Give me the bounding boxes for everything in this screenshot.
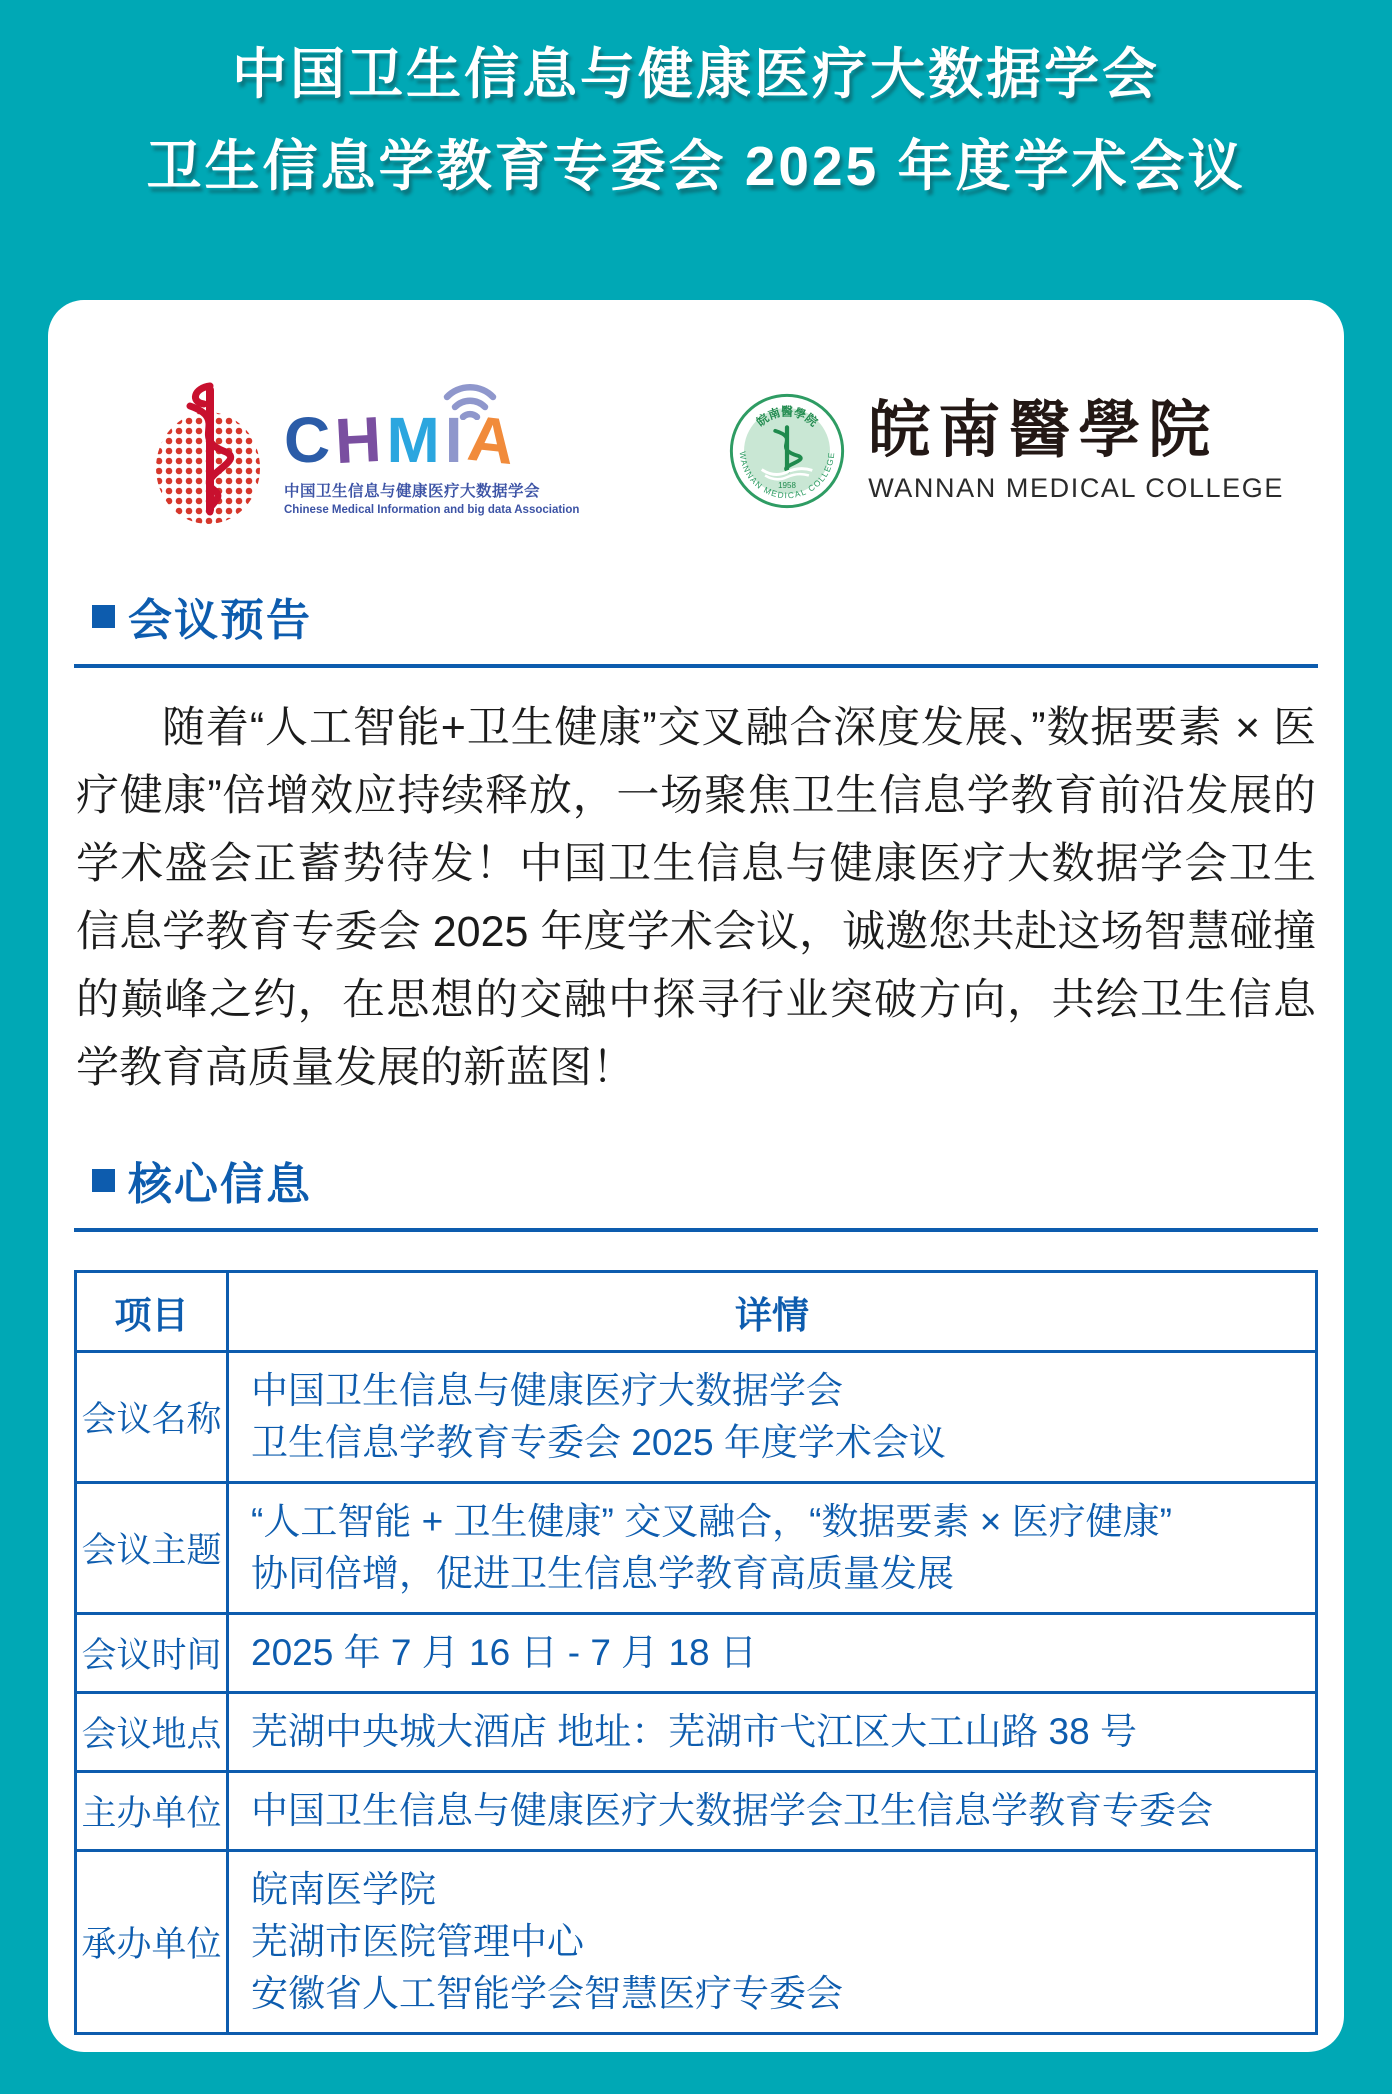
- table-row-label: 主办单位: [76, 1772, 228, 1851]
- table-row-value: 皖南医学院 芜湖市医院管理中心 安徽省人工智能学会智慧医疗专委会: [228, 1851, 1317, 2034]
- section-core-title: 核心信息: [128, 1160, 312, 1209]
- table-row: [76, 1772, 1317, 1851]
- section-preview: [74, 584, 1318, 1102]
- wannan-seal-bottom-text: WANNAN MEDICAL COLLEGE: [737, 450, 837, 501]
- section-bullet-icon: [92, 605, 115, 628]
- table-header-detail: 详情: [228, 1272, 1317, 1352]
- wannan-seal-top-text: 皖南醫學院: [754, 405, 820, 430]
- table-row-label: 承办单位: [76, 1851, 228, 2034]
- table-row-value: 中国卫生信息与健康医疗大数据学会卫生信息学教育专委会: [228, 1772, 1317, 1851]
- chmia-letter: H: [333, 402, 386, 478]
- table-header-item: 项目: [76, 1272, 228, 1352]
- section-core-header: [74, 1148, 1318, 1212]
- wannan-name-block: [868, 396, 1284, 504]
- table-row-value: 2025 年 7 月 16 日 - 7 月 18 日: [228, 1614, 1317, 1693]
- wannan-english-name: WANNAN MEDICAL COLLEGE: [868, 472, 1284, 503]
- table-row: [76, 1851, 1317, 2034]
- chmia-english-name: Chinese Medical Information and big data Association: [284, 504, 580, 516]
- chmia-letter: C: [284, 404, 333, 476]
- section-preview-title: 会议预告: [128, 596, 312, 645]
- chmia-chinese-name: 中国卫生信息与健康医疗大数据学会: [284, 483, 541, 500]
- section-divider: [74, 1228, 1318, 1232]
- wannan-logo: [728, 392, 1284, 510]
- section-core-info: [74, 1148, 1318, 2035]
- content-card: [48, 300, 1344, 2052]
- preview-paragraph: 随着“人工智能+卫生健康”交叉融合深度发展、”数据要素 × 医疗健康”倍增效应持续释放，一场聚焦卫生信息学教育前沿发展的学术盛会正蓄势待发！中国卫生信息与健康医疗大数据学会卫生信息学教育专委会 2025 年度学术会议，诚邀您共赴这场智慧碰撞的巅峰之约，在思想的交融中探寻行业突破方向，共绘卫生信息学教育高质量发展的新蓝图！: [76, 704, 1316, 1092]
- table-row-value: “人工智能 + 卫生健康” 交叉融合，“数据要素 × 医疗健康” 协同倍增，促进卫生信息学教育高质量发展: [228, 1483, 1317, 1614]
- section-bullet-icon: [92, 1169, 115, 1192]
- section-preview-header: [74, 584, 1318, 648]
- chmia-letter: I: [444, 404, 465, 476]
- wannan-seal-icon: [728, 392, 846, 510]
- poster-title-line1: 中国卫生信息与健康医疗大数据学会: [231, 43, 1160, 105]
- poster-header: [0, 0, 1392, 300]
- poster-title-line2: 卫生信息学教育专委会 2025 年度学术会议: [146, 135, 1246, 197]
- chmia-globe-caduceus-icon: [154, 376, 266, 526]
- section-divider: [74, 664, 1318, 668]
- table-row-value: 芜湖中央城大酒店 地址：芜湖市弋江区大工山路 38 号: [228, 1693, 1317, 1772]
- logos-row: [74, 300, 1318, 530]
- wannan-chinese-name: 皖南醫學院: [868, 396, 1219, 465]
- chmia-logo: [154, 376, 579, 526]
- table-row-label: 会议名称: [76, 1352, 228, 1483]
- chmia-letter: M: [386, 404, 442, 476]
- table-row-value: 中国卫生信息与健康医疗大数据学会 卫生信息学教育专委会 2025 年度学术会议: [228, 1352, 1317, 1483]
- table-row: [76, 1352, 1317, 1483]
- table-row: [76, 1614, 1317, 1693]
- chmia-wordmark: [284, 401, 579, 479]
- core-info-table: [74, 1270, 1318, 2035]
- table-row: [76, 1693, 1317, 1772]
- table-row-label: 会议时间: [76, 1614, 228, 1693]
- table-row-label: 会议主题: [76, 1483, 228, 1614]
- chmia-letter: A: [463, 401, 520, 479]
- table-row-label: 会议地点: [76, 1693, 228, 1772]
- table-header-row: [76, 1272, 1317, 1352]
- table-row: [76, 1483, 1317, 1614]
- wannan-seal-year: 1958: [778, 481, 797, 491]
- chmia-wordmark-block: [284, 386, 579, 516]
